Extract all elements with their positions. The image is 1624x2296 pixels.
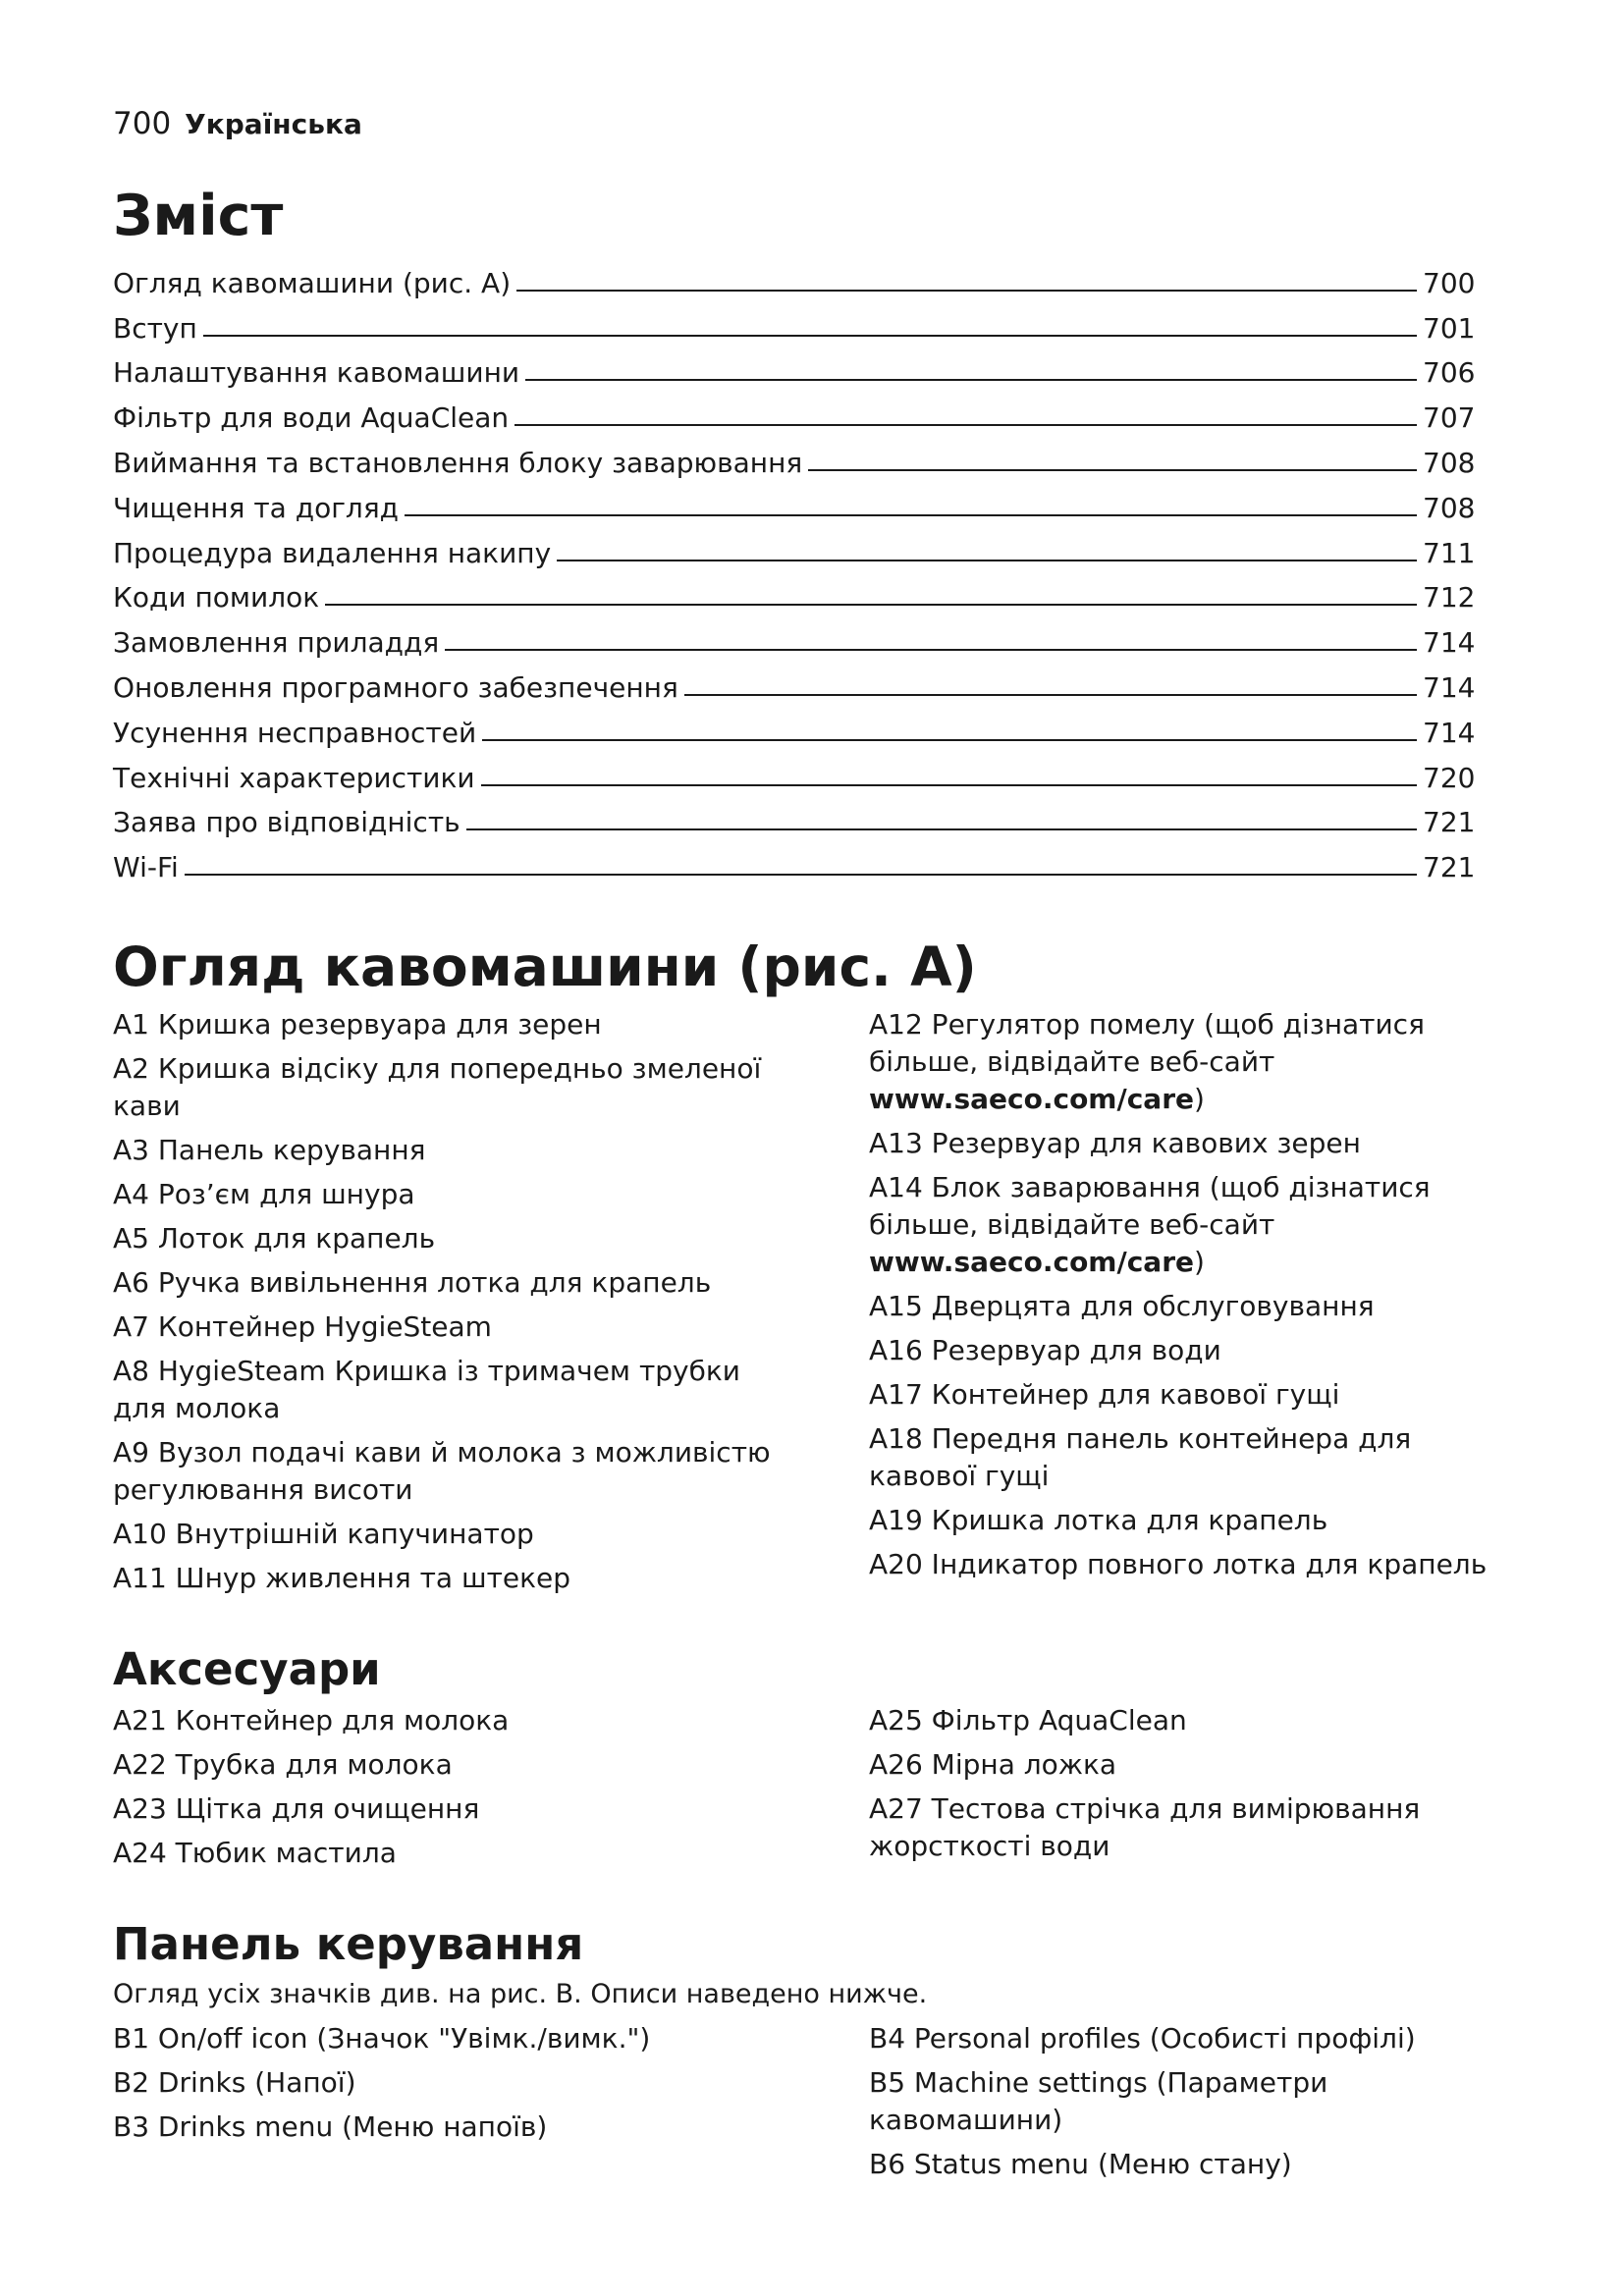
- toc-entry-title: Виймання та встановлення блоку заварювання: [113, 446, 803, 479]
- toc-entry[interactable]: [113, 345, 1478, 390]
- part-item: A20 Індикатор повного лотка для крапель: [869, 1548, 1488, 1581]
- table-of-contents: [113, 254, 1478, 883]
- toc-entry-title: Чищення та догляд: [113, 491, 400, 524]
- toc-leader: [516, 290, 1417, 292]
- toc-leader: [466, 828, 1417, 830]
- toc-entry-page: 714: [1423, 716, 1476, 749]
- control-item: B3 Drinks menu (Меню напоїв): [113, 2110, 548, 2144]
- accessories-columns: [113, 1702, 1517, 1879]
- toc-entry-title: Технічні характеристики: [113, 761, 475, 794]
- toc-entry-page: 701: [1423, 311, 1476, 345]
- control-item: B4 Personal profiles (Особисті профілі): [869, 2022, 1416, 2056]
- toc-leader: [445, 649, 1417, 651]
- control-item: B1 On/off icon (Значок "Увімк./вимк."): [113, 2022, 651, 2056]
- toc-entry[interactable]: [113, 299, 1478, 345]
- control-item: B2 Drinks (Напої): [113, 2066, 356, 2100]
- toc-entry-page: 711: [1423, 536, 1476, 569]
- toc-entry[interactable]: [113, 434, 1478, 479]
- accessory-item: A25 Фільтр AquaClean: [869, 1703, 1187, 1736]
- control-panel-right-column: [869, 2020, 1517, 2190]
- toc-entry-title: Процедура видалення накипу: [113, 536, 552, 569]
- toc-entry-page: 721: [1423, 851, 1476, 884]
- part-item: A5 Лоток для крапель: [113, 1222, 436, 1255]
- control-item: B6 Status menu (Меню стану): [869, 2148, 1292, 2181]
- toc-entry[interactable]: [113, 254, 1478, 299]
- toc-entry[interactable]: [113, 614, 1478, 659]
- control-panel-intro: Огляд усіх значків див. на рис. B. Описи наведено нижче.: [113, 1979, 928, 2010]
- toc-entry-page: 706: [1423, 356, 1476, 390]
- part-item-text-end: ): [1194, 1246, 1205, 1279]
- toc-entry[interactable]: [113, 838, 1478, 883]
- part-item: A13 Резервуар для кавових зерен: [869, 1127, 1361, 1160]
- toc-entry-title: Усунення несправностей: [113, 716, 477, 749]
- accessories-title: Аксесуари: [113, 1643, 381, 1696]
- part-item-text: A12 Регулятор помелу (щоб дізнатися більше, відвідайте веб-сайт: [869, 1008, 1425, 1079]
- toc-leader: [481, 784, 1417, 786]
- part-item: A6 Ручка вивільнення лотка для крапель: [113, 1266, 712, 1300]
- toc-entry[interactable]: [113, 479, 1478, 524]
- part-item: A19 Кришка лотка для крапель: [869, 1504, 1328, 1537]
- toc-entry-page: 714: [1423, 626, 1476, 660]
- toc-entry-page: 708: [1423, 446, 1476, 479]
- overview-columns: [113, 1006, 1517, 1604]
- toc-entry-page: 700: [1423, 266, 1476, 299]
- part-item: A9 Вузол подачі кави й молока з можливістю регулювання висоти: [113, 1436, 771, 1507]
- toc-entry-title: Замовлення приладдя: [113, 626, 440, 660]
- accessory-item: A27 Тестова стрічка для вимірювання жорсткості води: [869, 1791, 1421, 1862]
- toc-entry-page: 721: [1423, 806, 1476, 839]
- toc-entry-title: Вступ: [113, 311, 197, 345]
- toc-entry-title: Оновлення програмного забезпечення: [113, 670, 678, 704]
- toc-leader: [684, 694, 1417, 696]
- part-item: [869, 1169, 1517, 1281]
- part-item: A16 Резервуар для води: [869, 1334, 1221, 1367]
- saeco-care-link[interactable]: www.saeco.com/care: [869, 1083, 1194, 1116]
- toc-entry-page: 714: [1423, 670, 1476, 704]
- toc-entry[interactable]: [113, 749, 1478, 794]
- toc-entry[interactable]: [113, 524, 1478, 569]
- manual-page: [113, 106, 1517, 2190]
- accessories-right-column: [869, 1702, 1517, 1879]
- page-number: 700: [113, 106, 172, 141]
- toc-entry-title: Wi-Fi: [113, 851, 179, 884]
- toc-entry-page: 707: [1423, 401, 1476, 435]
- toc-leader: [203, 335, 1417, 337]
- toc-entry[interactable]: [113, 704, 1478, 749]
- control-panel-left-column: [113, 2020, 869, 2190]
- control-panel-columns: [113, 2020, 1517, 2190]
- part-item: A11 Шнур живлення та штекер: [113, 1562, 571, 1595]
- language-label: Українська: [185, 108, 362, 140]
- part-item: A18 Передня панель контейнера для кавової гущі: [869, 1422, 1412, 1493]
- toc-entry[interactable]: [113, 659, 1478, 704]
- part-item-text: A14 Блок заварювання (щоб дізнатися більше, відвідайте веб-сайт: [869, 1171, 1431, 1242]
- part-item: [869, 1006, 1517, 1118]
- part-item: A15 Дверцята для обслуговування: [869, 1290, 1375, 1323]
- toc-entry-title: Коди помилок: [113, 581, 320, 614]
- part-item-text-end: ): [1194, 1083, 1205, 1116]
- part-item: A10 Внутрішній капучинатор: [113, 1518, 534, 1551]
- toc-entry-title: Налаштування кавомашини: [113, 356, 520, 390]
- part-item: A3 Панель керування: [113, 1134, 426, 1167]
- overview-right-column: [869, 1006, 1517, 1604]
- toc-leader: [482, 739, 1417, 741]
- part-item: A7 Контейнер HygieSteam: [113, 1310, 492, 1344]
- control-item: B5 Machine settings (Параметри кавомашини): [869, 2066, 1328, 2137]
- accessory-item: A23 Щітка для очищення: [113, 1791, 480, 1825]
- part-item: A4 Роз’єм для шнура: [113, 1178, 415, 1211]
- toc-leader: [808, 469, 1417, 471]
- part-item: A8 HygieSteam Кришка із тримачем трубки для молока: [113, 1355, 740, 1425]
- toc-leader: [514, 424, 1417, 426]
- toc-entry-title: Заява про відповідність: [113, 806, 460, 839]
- accessory-item: A21 Контейнер для молока: [113, 1703, 510, 1736]
- toc-entry-page: 708: [1423, 491, 1476, 524]
- saeco-care-link[interactable]: www.saeco.com/care: [869, 1246, 1194, 1279]
- toc-entry[interactable]: [113, 569, 1478, 614]
- toc-entry[interactable]: [113, 389, 1478, 434]
- overview-title: Огляд кавомашини (рис. A): [113, 935, 977, 999]
- page-header: [113, 106, 1517, 151]
- toc-leader: [525, 379, 1417, 381]
- overview-left-column: [113, 1006, 869, 1604]
- toc-leader: [325, 604, 1417, 606]
- toc-entry[interactable]: [113, 794, 1478, 839]
- part-item: A2 Кришка відсіку для попередньо змеленої кави: [113, 1052, 762, 1123]
- part-item: A1 Кришка резервуара для зерен: [113, 1008, 602, 1041]
- accessory-item: A26 Мірна ложка: [869, 1747, 1117, 1781]
- toc-leader: [557, 560, 1417, 561]
- contents-title: Зміст: [113, 184, 284, 248]
- accessory-item: A24 Тюбик мастила: [113, 1836, 397, 1869]
- toc-entry-page: 712: [1423, 581, 1476, 614]
- toc-leader: [185, 874, 1417, 876]
- toc-entry-page: 720: [1423, 761, 1476, 794]
- accessories-left-column: [113, 1702, 869, 1879]
- accessory-item: A22 Трубка для молока: [113, 1747, 453, 1781]
- toc-entry-title: Фільтр для води AquaClean: [113, 401, 510, 435]
- control-panel-title: Панель керування: [113, 1917, 584, 1970]
- toc-leader: [405, 514, 1417, 516]
- toc-entry-title: Огляд кавомашини (рис. A): [113, 266, 512, 299]
- part-item: A17 Контейнер для кавової гущі: [869, 1378, 1340, 1412]
